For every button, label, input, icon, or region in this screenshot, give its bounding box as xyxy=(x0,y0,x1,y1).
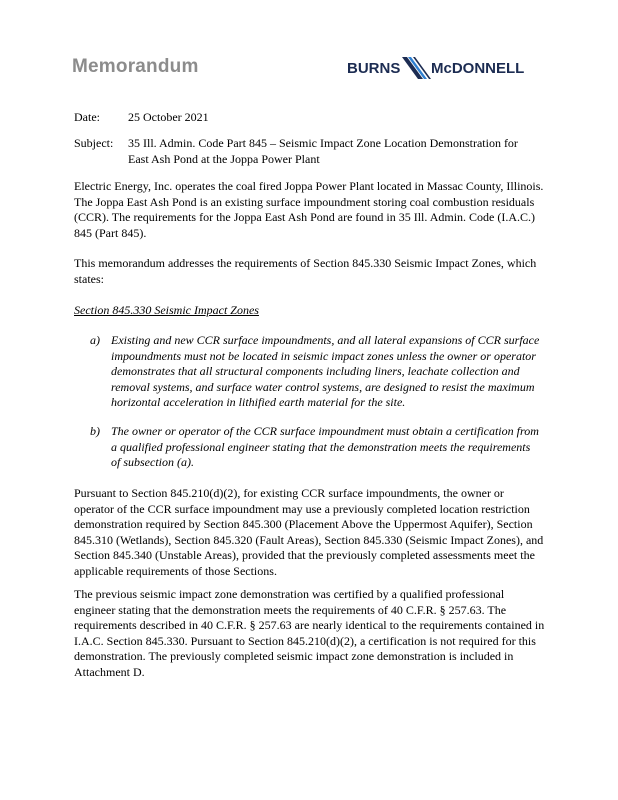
subject-label: Subject: xyxy=(74,136,114,150)
list-marker: a) xyxy=(90,333,100,347)
section-heading: Section 845.330 Seismic Impact Zones xyxy=(74,303,259,317)
paragraph-intro: Electric Energy, Inc. operates the coal fired Joppa Power Plant located in Massac County, Illinois. The Joppa East Ash Pond is an existing surface impoundment storing coal combustion residuals (CCR). The requirements for the Joppa East Ash Pond are found in 35 Ill. Admin. Code (I.A.C.) 845 (Part 845). xyxy=(74,179,544,240)
logo-mark-icon xyxy=(402,57,431,79)
list-item-a xyxy=(90,333,542,411)
logo-text-left: BURNS xyxy=(347,60,401,77)
date-label: Date: xyxy=(74,110,100,124)
date-value: 25 October 2021 xyxy=(128,110,209,124)
list-item-text: Existing and new CCR surface impoundments, and all lateral expansions of CCR surface impoundments must not be located in seismic impact zones unless the owner or operator demonstrates that all structural components including liners, leachate collection and removal systems, and surface water control systems, are designed to resist the maximum horizontal acceleration in lithified earth material for the site. xyxy=(111,333,540,409)
memo-title: Memorandum xyxy=(72,56,199,77)
paragraph-scope: This memorandum addresses the requirements of Section 845.330 Seismic Impact Zones, which states: xyxy=(74,256,537,286)
paragraph-previous: The previous seismic impact zone demonstration was certified by a qualified professional engineer stating that the demonstration meets the requirements of 40 C.F.R. § 257.63. The requirements described in 40 C.F.R. § 257.63 are nearly identical to the requirements contained in I.A.C. Section 845.330. Pursuant to Section 845.210(d)(2), a certification is not required for this demonstration. The previously completed seismic impact zone demonstration is included in Attachment D. xyxy=(74,587,545,679)
list-item-b xyxy=(90,424,542,471)
list-marker: b) xyxy=(90,424,100,438)
subject-value: 35 Ill. Admin. Code Part 845 – Seismic Impact Zone Location Demonstration for East Ash Pond at the Joppa Power Plant xyxy=(128,136,518,166)
list-item-text: The owner or operator of the CCR surface impoundment must obtain a certification from a qualified professional engineer stating that the demonstration meets the requirements of subsection (a). xyxy=(111,424,539,469)
paragraph-pursuant: Pursuant to Section 845.210(d)(2), for existing CCR surface impoundments, the owner or operator of the CCR surface impoundment may use a previously completed location restriction demonstration required by Section 845.300 (Placement Above the Uppermost Aquifer), Section 845.310 (Wetlands), Section 845.320 (Fault Areas), Section 845.330 (Seismic Impact Zones), and Section 845.340 (Unstable Areas), provided that the previously completed assessments meet the applicable requirements of those Sections. xyxy=(74,486,544,578)
logo-text-right: McDONNELL xyxy=(431,60,525,77)
company-logo xyxy=(347,55,547,81)
